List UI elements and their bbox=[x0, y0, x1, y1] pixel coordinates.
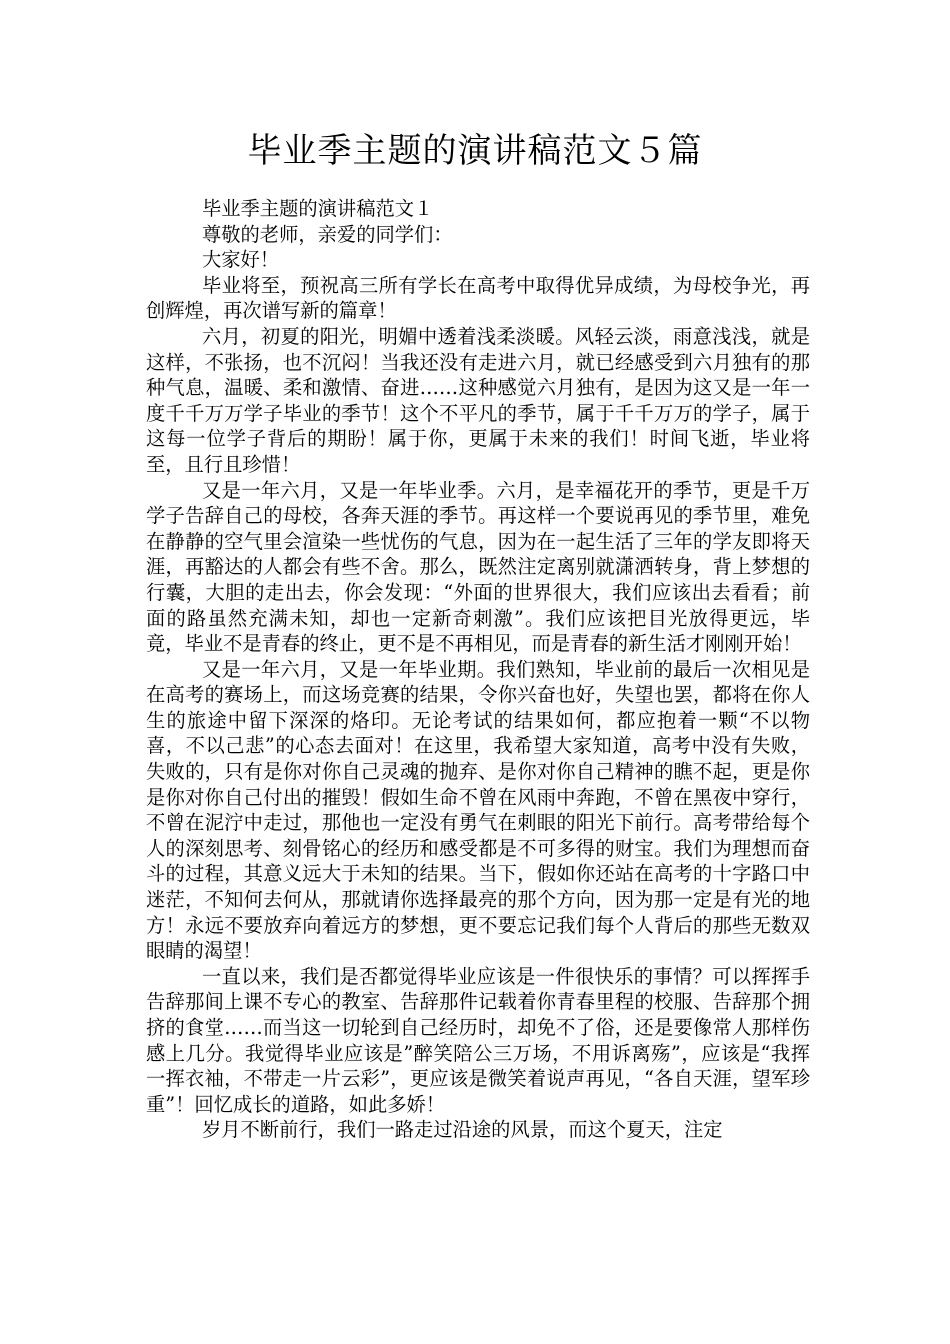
paragraph-greeting: 大家好！ bbox=[201, 248, 280, 272]
paragraph: 又是一年六月，又是一年毕业期。我们熟知，毕业前的最后一次相见是在高考的赛场上，而这场竞赛的结果，令你兴奋也好，失望也罢，都将在你人生的旅途中留下深深的烙印。无论考试的结果如何，都应抱着一颗“不以物喜，不以己悲”的心态去面对！在这里，我希望大家知道，高考中没有失败，失败的，只有是你对你自己灵魂的抛弃、是你对你自己精神的瞧不起，更是你是你对你自己付出的摧毁！假如生命不曾在风雨中奔跑，不曾在黑夜中穿行，不曾在泥泞中走过，那他也一定没有勇气在刺眼的阳光下前行。高考带给每个人的深刻思考、刻骨铭心的经历和感受都是不可多得的财宝。我们为理想而奋斗的过程，其意义远大于未知的结果。当下，假如你还站在高考的十字路口中迷茫，不知何去何从，那就请你选择最亮的那个方向，因为那一定是有光的地方！永远不要放弃向着远方的梦想，更不要忘记我们每个人背后的那些无数双眼睛的渴望！ bbox=[146, 657, 810, 963]
document-title: 毕业季主题的演讲稿范文５篇 bbox=[247, 131, 703, 171]
paragraph-subtitle: 毕业季主题的演讲稿范文１ bbox=[201, 197, 434, 220]
paragraph: 岁月不断前行，我们一路走过沿途的风景，而这个夏天，注定 bbox=[201, 1118, 723, 1142]
paragraph: 毕业将至，预祝高三所有学长在高考中取得优异成绩，为母校争光，再创辉煌，再次谱写新的篇章！ bbox=[146, 273, 810, 323]
paragraph: 又是一年六月，又是一年毕业季。六月，是幸福花开的季节，更是千万学子告辞自己的母校，各奔天涯的季节。再这样一个要说再见的季节里，难免在静静的空气里会渲染一些忧伤的气息，因为在一起生活了三年的学友即将天涯，再豁达的人都会有些不舍。那么，既然注定离别就潇洒转身，背上梦想的行囊，大胆的走出去，你会发现：“外面的世界很大，我们应该出去看看；前面的路虽然充满未知，却也一定新奇刺激”。我们应该把目光放得更远，毕竟，毕业不是青春的终止，更不是不再相见，而是青春的新生活才刚刚开始！ bbox=[146, 478, 810, 656]
document-body bbox=[146, 196, 810, 1143]
paragraph-salutation: 尊敬的老师，亲爱的同学们： bbox=[201, 222, 453, 246]
paragraph: 一直以来，我们是否都觉得毕业应该是一件很快乐的事情？可以挥挥手告辞那间上课不专心的教室、告辞那件记载着你青春里程的校服、告辞那个拥挤的食堂……而当这一切轮到自己经历时，却免不了俗，还是要像常人那样伤感上几分。我觉得毕业应该是”醉笑陪公三万场，不用诉离殇”，应该是“我挥一挥衣袖，不带走一片云彩”，更应该是微笑着说声再见，“各自天涯，望军珍重”！回忆成长的道路，如此多娇！ bbox=[146, 964, 810, 1116]
paragraph: 六月，初夏的阳光，明媚中透着浅柔淡暖。风轻云淡，雨意浅浅，就是这样，不张扬，也不沉闷！当我还没有走进六月，就已经感受到六月独有的那种气息，温暖、柔和激情、奋进……这种感觉六月独有，是因为这又是一年一度千千万万学子毕业的季节！这个不平凡的季节，属于千千万万的学子，属于这每一位学子背后的期盼！属于你，更属于未来的我们！时间飞逝，毕业将至，且行且珍惜！ bbox=[146, 324, 810, 476]
